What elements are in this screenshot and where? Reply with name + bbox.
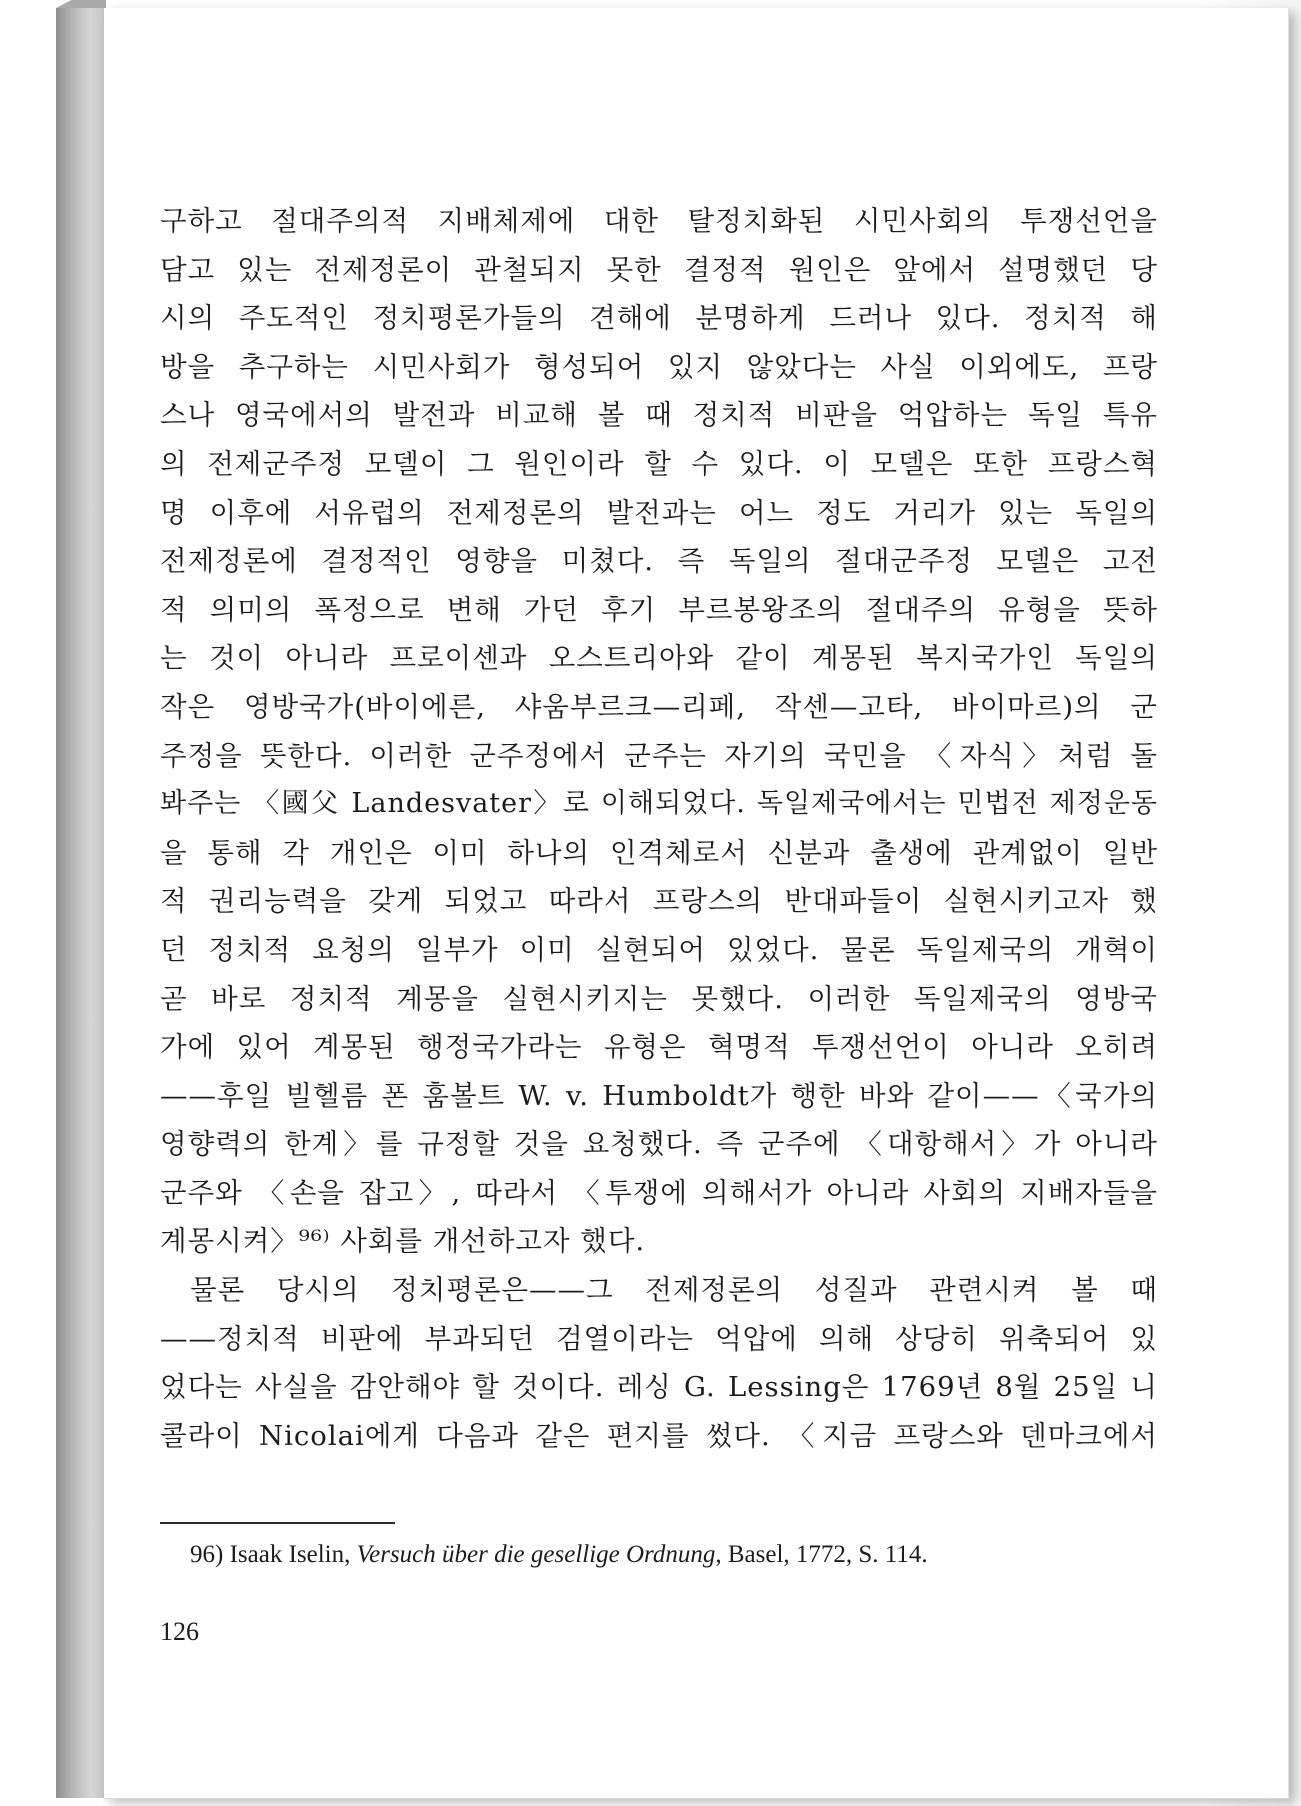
text-line-22: 계몽시켜〉⁹⁶⁾ 사회를 개선하고자 했다. — [160, 1225, 646, 1258]
text-line-3: 시의 주도적인 정치평론가들의 견해에 분명하게 드러나 있다. 정치적 해 — [160, 302, 1158, 335]
text-line-20: 영향력의 한계〉를 규정할 것을 요청했다. 즉 군주에 〈대항해서〉가 아니라 — [160, 1128, 1158, 1161]
text-line-26: 콜라이 Nicolai에게 다음과 같은 편지를 썼다. 〈지금 프랑스와 덴마크에서 — [160, 1419, 1158, 1452]
footnote-author: Isaak Iselin, — [229, 1541, 351, 1568]
footnote-title: Versuch über die gesellige Ordnung — [356, 1541, 716, 1568]
text-line-9: 적 의미의 폭정으로 변해 가던 후기 부르봉왕조의 절대주의 유형을 뜻하 — [160, 593, 1158, 626]
text-line-21: 군주와 〈손을 잡고〉, 따라서 〈투쟁에 의해서가 아니라 사회의 지배자들을 — [160, 1176, 1158, 1209]
text-line-13: 봐주는 〈國父 Landesvater〉로 이해되었다. 독일제국에서는 민법전 제정운동 — [160, 788, 1158, 820]
page-number: 126 — [160, 1617, 199, 1646]
text-line-5: 스나 영국에서의 발전과 비교해 볼 때 정치적 비판을 억압하는 독일 특유 — [160, 399, 1158, 432]
text-line-18: 가에 있어 계몽된 행정국가라는 유형은 혁명적 투쟁선언이 아니라 오히려 — [160, 1031, 1158, 1064]
text-line-6: 의 전제군주정 모델이 그 원인이라 할 수 있다. 이 모델은 또한 프랑스혁 — [160, 447, 1158, 480]
text-line-4: 방을 추구하는 시민사회가 형성되어 있지 않았다는 사실 이외에도, 프랑 — [160, 350, 1158, 383]
footnote-publication: , Basel, 1772, S. 114. — [715, 1541, 928, 1568]
body-text — [160, 197, 1158, 1460]
text-line-19: ——후일 빌헬름 폰 훔볼트 W. v. Humboldt가 행한 바와 같이——〈국가의 — [160, 1079, 1158, 1112]
text-line-11: 작은 영방국가(바이에른, 샤움부르크—리페, 작센—고타, 바이마르)의 군 — [160, 690, 1158, 723]
book-page-edge — [56, 8, 106, 1798]
text-line-15: 적 권리능력을 갖게 되었고 따라서 프랑스의 반대파들이 실현시키고자 했 — [160, 885, 1158, 918]
text-line-14: 을 통해 각 개인은 이미 하나의 인격체로서 신분과 출생에 관계없이 일반 — [160, 836, 1158, 869]
text-line-7: 명 이후에 서유럽의 전제정론의 발전과는 어느 정도 거리가 있는 독일의 — [160, 496, 1158, 529]
text-line-24: ——정치적 비판에 부과되던 검열이라는 억압에 의해 상당히 위축되어 있 — [160, 1322, 1158, 1355]
text-line-2: 담고 있는 전제정론이 관철되지 못한 결정적 원인은 앞에서 설명했던 당 — [160, 253, 1158, 286]
text-line-16: 던 정치적 요청의 일부가 이미 실현되어 있었다. 물론 독일제국의 개혁이 — [160, 933, 1158, 966]
text-line-23: 물론 당시의 정치평론은——그 전제정론의 성질과 관련시켜 볼 때 — [190, 1274, 1158, 1307]
text-line-17: 곧 바로 정치적 계몽을 실현시키지는 못했다. 이러한 독일제국의 영방국 — [160, 982, 1158, 1015]
text-line-1: 구하고 절대주의적 지배체제에 대한 탈정치화된 시민사회의 투쟁선언을 — [160, 205, 1158, 237]
text-line-10: 는 것이 아니라 프로이센과 오스트리아와 같이 계몽된 복지국가인 독일의 — [160, 642, 1158, 675]
text-line-8: 전제정론에 결정적인 영향을 미쳤다. 즉 독일의 절대군주정 모델은 고전 — [160, 545, 1158, 578]
text-line-12: 주정을 뜻한다. 이러한 군주정에서 군주는 자기의 국민을 〈자식〉처럼 돌 — [160, 739, 1158, 772]
footnote-divider — [160, 1522, 395, 1524]
footnote-number: 96) — [190, 1541, 224, 1568]
text-line-25: 었다는 사실을 감안해야 할 것이다. 레싱 G. Lessing은 1769년 8월 25일 니 — [160, 1371, 1158, 1404]
footnote-96 — [190, 1538, 1130, 1572]
